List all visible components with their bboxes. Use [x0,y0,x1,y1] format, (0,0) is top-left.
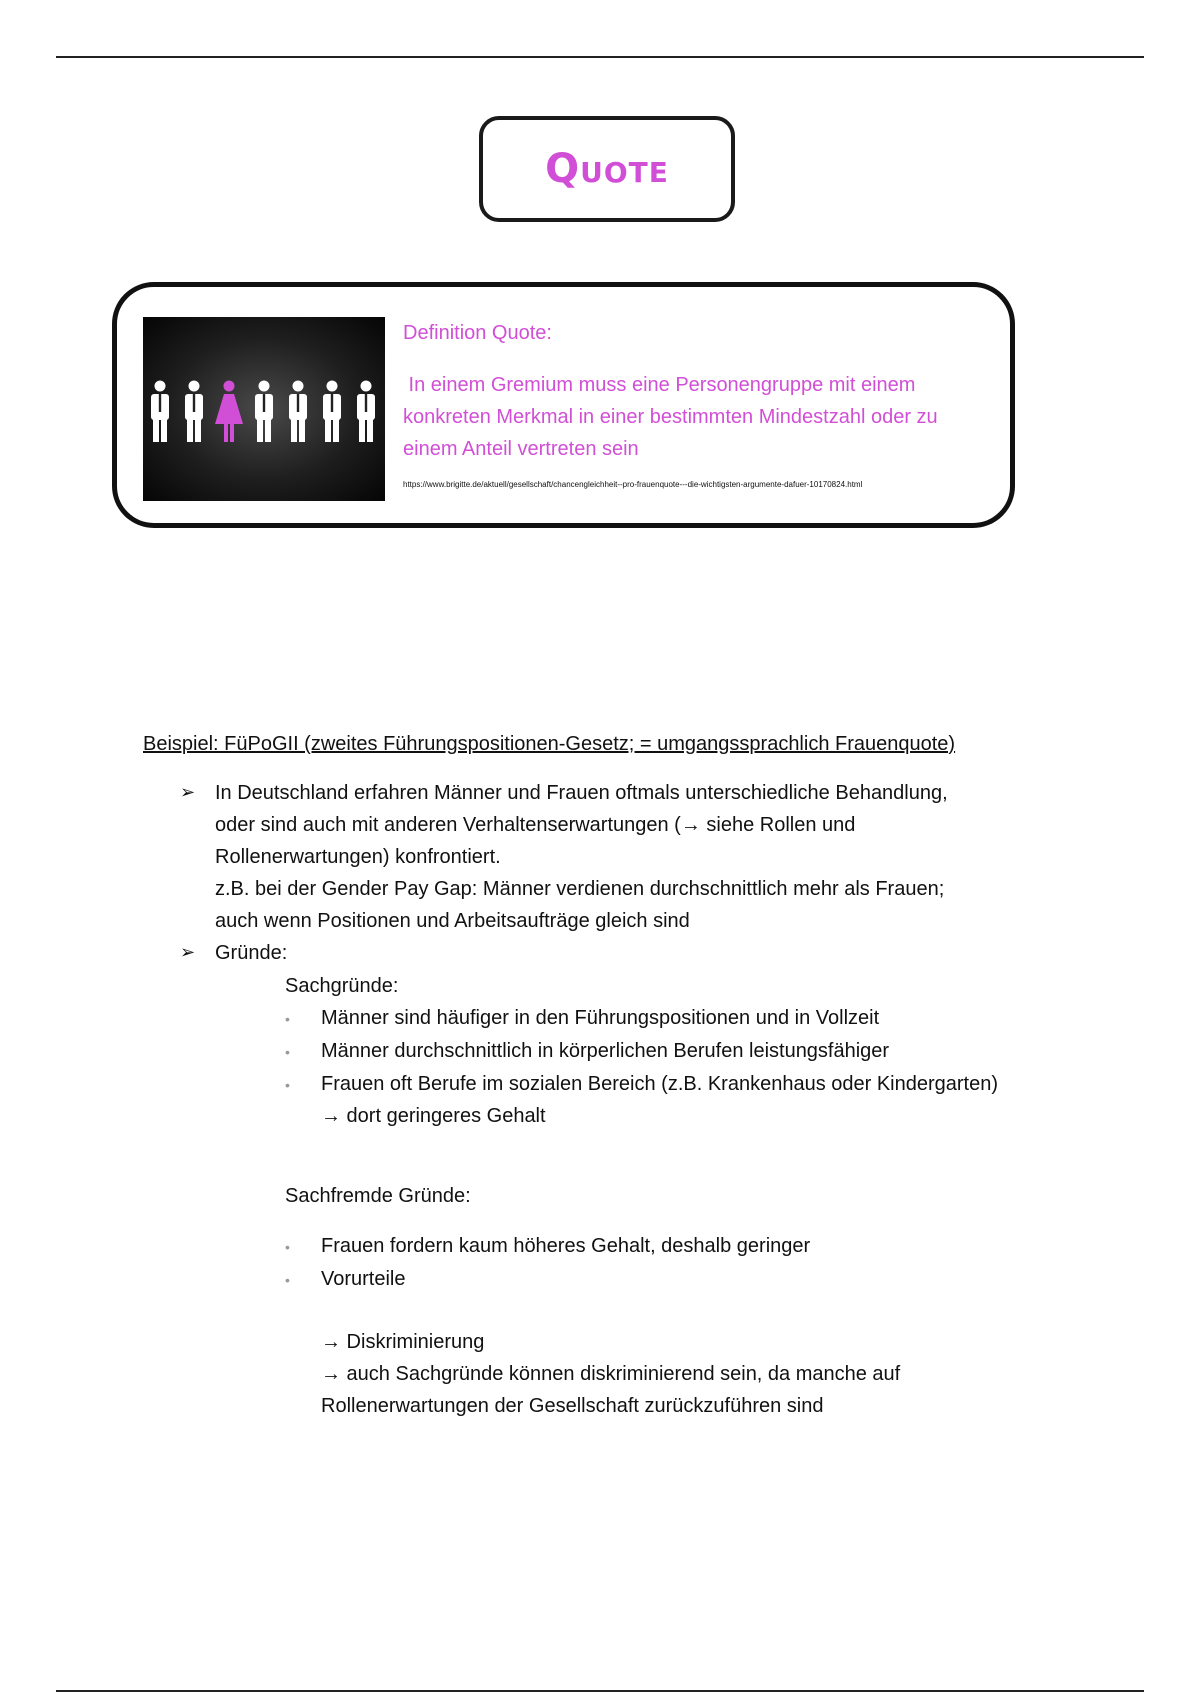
pictogram-svg [143,317,385,501]
page-title: Quote [545,146,669,192]
bullet-dot-icon: • [285,1272,290,1288]
man-figure-icon [323,381,341,443]
conclusion-line: → Diskriminierung [321,1331,485,1353]
woman-figure-icon [215,381,243,443]
paragraph-line: oder sind auch mit anderen Verhaltenserwartungen (→ siehe Rollen und [215,814,856,836]
paragraph-line: Rollenerwartungen) konfrontiert. [215,846,501,868]
man-figure-icon [151,381,169,443]
definition-line: konkreten Merkmal in einer bestimmten Mindestzahl oder zu [403,406,938,428]
sachfremde-title: Sachfremde Gründe: [285,1185,471,1207]
list-item: Frauen fordern kaum höheres Gehalt, deshalb geringer [321,1235,811,1257]
paragraph-line: z.B. bei der Gender Pay Gap: Männer verdienen durchschnittlich mehr als Frauen; [215,878,945,900]
top-rule [56,56,1144,58]
man-figure-icon [185,381,203,443]
title-box [479,116,735,222]
women-among-men-pictogram-icon [143,317,385,501]
arrow-bullet-icon: ➢ [180,782,196,802]
list-item: Frauen oft Berufe im sozialen Bereich (z.B. Krankenhaus oder Kindergarten) [321,1073,999,1095]
example-title: Beispiel: FüPoGII (zweites Führungspositionen-Gesetz; = umgangssprachlich Frauenquote) [143,733,956,755]
bullet-dot-icon: • [285,1077,290,1093]
sachgruende-title: Sachgründe: [285,975,399,997]
man-figure-icon [357,381,375,443]
definition-text [403,369,1003,465]
definition-line: In einem Gremium muss eine Personengruppe mit einem [403,374,916,396]
paragraph-line: auch wenn Positionen und Arbeitsaufträge gleich sind [215,910,690,932]
arrow-bullet-icon: ➢ [180,942,196,962]
definition-line: einem Anteil vertreten sein [403,438,639,460]
bullet-paragraph [215,777,948,937]
bottom-rule [56,1690,1144,1692]
man-figure-icon [255,381,273,443]
bullet-dot-icon: • [285,1239,290,1255]
bullet-dot-icon: • [285,1044,290,1060]
definition-heading: Definition Quote: [403,322,552,344]
source-link[interactable]: https://www.brigitte.de/aktuell/gesellschaft/chancengleichheit--pro-frauenquote---die-wichtigsten-argumente-dafuer-10170824.html [403,480,863,489]
list-item: Männer sind häufiger in den Führungspositionen und in Vollzeit [321,1007,880,1029]
conclusion-line: → auch Sachgründe können diskriminierend sein, da manche auf [321,1363,901,1385]
conclusion-line: Rollenerwartungen der Gesellschaft zurückzuführen sind [321,1395,824,1417]
list-item: Männer durchschnittlich in körperlichen Berufen leistungsfähiger [321,1040,890,1062]
bullet-dot-icon: • [285,1011,290,1027]
list-item: Vorurteile [321,1268,406,1290]
paragraph-line: In Deutschland erfahren Männer und Frauen oftmals unterschiedliche Behandlung, [215,782,948,804]
reasons-label: Gründe: [215,942,288,964]
sachgruende-note: → dort geringeres Gehalt [321,1105,546,1127]
man-figure-icon [289,381,307,443]
